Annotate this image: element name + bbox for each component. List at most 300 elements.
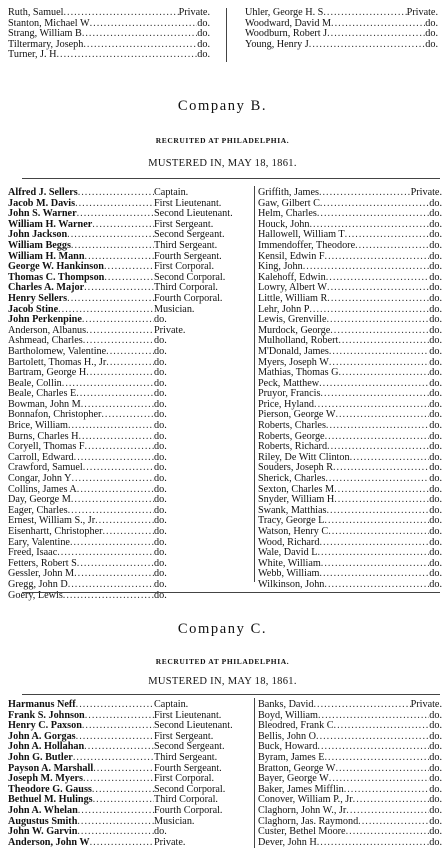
soldier-name: Woodburn, Robert J	[245, 28, 328, 40]
dot-leader	[92, 220, 154, 231]
soldier-rank: do.	[429, 773, 442, 785]
soldier-rank: do.	[429, 741, 442, 753]
soldier-rank: First Sergeant.	[154, 730, 214, 742]
soldier-rank: do.	[154, 377, 167, 389]
soldier-rank: do.	[429, 398, 442, 410]
soldier-name: Sexton, Charles M	[258, 483, 335, 495]
soldier-rank: do.	[429, 826, 442, 838]
dot-leader	[319, 569, 429, 580]
soldier-name: William Beggs	[8, 239, 71, 251]
soldier-name: Ruth, Samuel	[8, 7, 64, 18]
column-divider-top	[226, 8, 227, 62]
soldier-name: Baker, James Mifflin	[258, 783, 344, 795]
soldier-rank: First Corporal.	[154, 261, 214, 273]
soldier-name: Bayer, George W	[258, 773, 329, 785]
soldier-rank: do.	[154, 335, 167, 347]
dot-leader	[68, 421, 154, 432]
soldier-name: Murdock, George	[258, 324, 331, 336]
soldier-rank: do.	[154, 536, 167, 548]
soldier-rank: do.	[429, 345, 442, 357]
soldier-rank: do.	[429, 762, 442, 774]
dot-leader	[330, 326, 429, 337]
soldier-name: Stanton, Michael W	[8, 17, 90, 29]
soldier-rank: Musician.	[154, 303, 195, 315]
soldier-rank: do.	[429, 804, 442, 816]
dot-leader	[309, 40, 425, 51]
soldier-name: John A. Whelan	[8, 804, 78, 816]
dot-leader	[73, 753, 154, 764]
soldier-name: Alfred J. Sellers	[8, 187, 78, 198]
roster-entry	[8, 294, 250, 305]
soldier-rank: do.	[429, 420, 442, 432]
dot-leader	[95, 516, 154, 527]
soldier-rank: do.	[154, 568, 167, 580]
soldier-name: Bowman, John M	[8, 398, 81, 410]
roster-entry	[258, 294, 442, 305]
roster-entry	[8, 241, 250, 252]
soldier-name: Joseph M. Myers	[8, 773, 83, 785]
soldier-name: Eager, Charles	[8, 504, 68, 516]
soldier-rank: do.	[154, 430, 167, 442]
dot-leader	[63, 8, 178, 19]
soldier-rank: do.	[154, 826, 167, 838]
soldier-name: Swank, Matthias	[258, 504, 327, 516]
soldier-rank: do.	[429, 462, 442, 474]
dot-leader	[83, 774, 154, 785]
soldier-name: Houck, John	[258, 218, 310, 230]
soldier-rank: do.	[429, 730, 442, 742]
roster-entry	[258, 838, 442, 849]
soldier-name: Jacob Stine	[8, 303, 59, 315]
soldier-rank: do.	[197, 17, 210, 29]
soldier-name: Boyd, William	[258, 709, 318, 721]
soldier-rank: Private.	[178, 7, 210, 18]
soldier-rank: do.	[429, 271, 442, 283]
dot-leader	[75, 199, 154, 210]
soldier-rank: Fourth Corporal.	[154, 292, 223, 304]
dot-leader	[334, 485, 429, 496]
soldier-name: Claghorn, Jas. Raymond	[258, 815, 359, 827]
dot-leader	[353, 795, 430, 806]
soldier-rank: do.	[154, 356, 167, 368]
soldier-rank: Fourth Sergeant.	[154, 250, 222, 262]
soldier-name: Byram, James E	[258, 751, 325, 763]
dot-leader	[317, 548, 429, 559]
dot-leader	[329, 774, 429, 785]
roster-entry	[8, 700, 250, 711]
soldier-name: Brice, William	[8, 420, 68, 432]
soldier-rank: Private.	[154, 324, 186, 336]
soldier-rank: Second Lieutenant.	[154, 720, 233, 732]
soldier-name: John Perkenpine	[8, 314, 82, 326]
dot-leader	[84, 742, 154, 753]
dot-leader	[331, 19, 425, 30]
soldier-name: Wale, David L	[258, 547, 318, 559]
soldier-name: Bonnafon, Christopher	[8, 409, 102, 421]
dot-leader	[78, 188, 154, 199]
roster-entry	[245, 8, 438, 19]
dot-leader	[70, 538, 154, 549]
soldier-rank: do.	[154, 547, 167, 559]
dot-leader	[317, 742, 429, 753]
soldier-name: John S. Warner	[8, 208, 77, 220]
soldier-rank: Captain.	[154, 699, 189, 710]
roster-entry	[258, 806, 442, 817]
dot-leader	[316, 732, 429, 743]
soldier-rank: do.	[429, 815, 442, 827]
dot-leader	[68, 580, 154, 591]
soldier-name: Helm, Charles	[258, 208, 317, 220]
soldier-name: Turner, J. H	[8, 49, 57, 61]
soldier-rank: Private.	[406, 7, 438, 18]
dot-leader	[327, 283, 429, 294]
soldier-name: Souders, Joseph R	[258, 462, 333, 474]
soldier-name: Beale, Collin	[8, 377, 62, 389]
soldier-rank: do.	[429, 794, 442, 806]
dot-leader	[346, 806, 429, 817]
soldier-rank: do.	[429, 377, 442, 389]
dot-leader	[77, 485, 154, 496]
soldier-rank: do.	[154, 526, 167, 537]
soldier-name: Tiltermary, Joseph	[8, 38, 84, 50]
dot-leader	[83, 40, 197, 51]
soldier-rank: do.	[154, 388, 167, 400]
dot-leader	[86, 326, 154, 337]
soldier-rank: do.	[429, 494, 442, 506]
dot-leader	[71, 495, 154, 506]
top-right-roster	[245, 8, 438, 50]
soldier-name: Kensil, Edwin F	[258, 250, 325, 262]
soldier-rank: First Corporal.	[154, 773, 214, 785]
dot-leader	[338, 336, 429, 347]
roster-entry	[258, 753, 442, 764]
dot-leader	[104, 262, 154, 273]
soldier-rank: do.	[429, 836, 442, 848]
dot-leader	[71, 241, 154, 252]
soldier-rank: do.	[429, 720, 442, 732]
soldier-name: John G. Butler	[8, 751, 73, 763]
roster-entry	[258, 580, 442, 591]
soldier-rank: do.	[154, 314, 167, 326]
soldier-name: King, John	[258, 261, 303, 273]
soldier-name: Lowry, Albert W	[258, 282, 328, 294]
dot-leader	[74, 569, 154, 580]
soldier-rank: do.	[429, 303, 442, 315]
soldier-name: Collins, James A	[8, 483, 77, 495]
soldier-rank: do.	[429, 292, 442, 304]
dot-leader	[317, 209, 429, 220]
soldier-rank: do.	[429, 473, 442, 485]
soldier-rank: do.	[154, 473, 167, 485]
dot-leader	[325, 474, 429, 485]
soldier-name: Henry C. Paxson	[8, 720, 82, 732]
soldier-name: Roberts, George	[258, 430, 325, 442]
dot-leader	[78, 432, 154, 443]
soldier-rank: Musician.	[154, 815, 195, 827]
soldier-rank: do.	[429, 526, 442, 537]
soldier-name: Claghorn, John W., Jr	[258, 804, 347, 816]
soldier-name: John A. Hollahan	[8, 741, 85, 753]
dot-leader	[101, 410, 154, 421]
soldier-rank: do.	[429, 324, 442, 336]
dot-leader	[320, 389, 429, 400]
soldier-name: Coryell, Thomas F	[8, 441, 85, 453]
soldier-name: Young, Henry J	[245, 38, 309, 50]
company-c-heading: Company C.	[177, 621, 268, 637]
dot-leader	[56, 50, 197, 61]
column-divider-b	[254, 186, 255, 582]
roster-entry	[8, 50, 210, 61]
soldier-name: Mulholland, Robert	[258, 335, 339, 347]
soldier-name: Payson A. Marshall	[8, 762, 94, 774]
soldier-rank: do.	[429, 388, 442, 400]
dot-leader	[93, 795, 154, 806]
soldier-rank: First Sergeant.	[154, 218, 214, 230]
soldier-name: Anderson, John W	[8, 836, 90, 848]
soldier-rank: do.	[429, 409, 442, 421]
soldier-name: John A. Gorgas	[8, 730, 76, 742]
dot-leader	[325, 252, 430, 263]
soldier-rank: do.	[154, 589, 167, 601]
soldier-name: Lehr, John P	[258, 303, 310, 315]
roster-entry	[8, 806, 250, 817]
soldier-rank: do.	[154, 462, 167, 474]
soldier-name: Sherick, Charles	[258, 473, 326, 485]
soldier-rank: Fourth Corporal.	[154, 804, 223, 816]
soldier-rank: do.	[429, 356, 442, 368]
dot-leader	[326, 421, 429, 432]
soldier-name: Bleodred, Frank C	[258, 720, 334, 732]
soldier-name: Carroll, Edward	[8, 451, 74, 463]
soldier-name: Gregg, John D	[8, 578, 68, 590]
soldier-rank: do.	[429, 578, 442, 590]
roster-entry	[258, 347, 442, 358]
soldier-rank: do.	[154, 409, 167, 421]
soldier-name: Mathias, Thomas G	[258, 367, 339, 379]
dot-leader	[326, 273, 430, 284]
soldier-name: Custer, Bethel Moore	[258, 826, 346, 838]
soldier-rank: do.	[429, 250, 442, 262]
dot-leader	[309, 305, 429, 316]
soldier-rank: do.	[429, 568, 442, 580]
soldier-name: Bartram, George H	[8, 367, 87, 379]
soldier-rank: Second Sergeant.	[154, 741, 225, 753]
soldier-rank: do.	[197, 38, 210, 50]
dot-leader	[334, 495, 429, 506]
roster-entry	[8, 8, 210, 19]
soldier-rank: do.	[429, 367, 442, 379]
soldier-name: Little, William R	[258, 292, 328, 304]
soldier-rank: do.	[154, 515, 167, 527]
dot-leader	[319, 379, 429, 390]
soldier-rank: Fourth Sergeant.	[154, 762, 222, 774]
dot-leader	[319, 188, 411, 199]
soldier-name: Pruyor, Francis	[258, 388, 321, 400]
dot-leader	[67, 294, 154, 305]
soldier-name: Ernest, William S., Jr	[8, 515, 96, 527]
dot-leader	[77, 559, 154, 570]
dot-leader	[76, 700, 154, 711]
dot-leader	[323, 8, 406, 19]
soldier-rank: do.	[429, 197, 442, 209]
soldier-name: Immendoffer, Theodore	[258, 239, 356, 251]
soldier-name: Eary, Valentine	[8, 536, 70, 548]
dot-leader	[327, 294, 429, 305]
dot-leader	[106, 347, 154, 358]
dot-leader	[338, 368, 429, 379]
soldier-rank: do.	[429, 218, 442, 230]
roster-entry	[8, 753, 250, 764]
dot-leader	[92, 785, 154, 796]
dot-leader	[71, 474, 154, 485]
soldier-name: Peck, Matthew	[258, 377, 320, 389]
soldier-name: Bartholomew, Valentine	[8, 345, 107, 357]
dot-leader	[106, 358, 154, 369]
soldier-name: Harmanus Neff	[8, 699, 76, 710]
dot-leader	[90, 19, 198, 30]
soldier-name: Charles A. Major	[8, 282, 85, 294]
soldier-rank: do.	[154, 494, 167, 506]
soldier-name: Ashmead, Charles	[8, 335, 83, 347]
company-c-mustered: MUSTERED IN, MAY 18, 1861.	[148, 676, 297, 687]
soldier-rank: do.	[429, 261, 442, 273]
dot-leader	[335, 764, 429, 775]
roster-entry	[8, 527, 250, 538]
soldier-name: Strang, William B	[8, 28, 82, 40]
dot-leader	[74, 453, 154, 464]
soldier-rank: do.	[154, 504, 167, 516]
dot-leader	[346, 827, 430, 838]
section-separator	[22, 592, 440, 593]
soldier-rank: do.	[429, 751, 442, 763]
dot-leader	[82, 29, 197, 40]
soldier-rank: Second Corporal.	[154, 271, 226, 283]
soldier-rank: Private.	[410, 699, 442, 710]
soldier-name: Bellis, John O	[258, 730, 317, 742]
soldier-name: Wood, Richard	[258, 536, 320, 548]
soldier-name: Riley, De Witt Clinton	[258, 451, 350, 463]
dot-leader	[319, 538, 429, 549]
soldier-name: White, William	[258, 557, 321, 569]
roster-entry	[258, 527, 442, 538]
soldier-name: George W. Hankinson	[8, 261, 104, 273]
dot-leader	[324, 580, 429, 591]
soldier-name: Fetters, Robert S	[8, 557, 77, 569]
company-b-rule	[22, 178, 440, 179]
soldier-name: Buck, Howard	[258, 741, 318, 753]
dot-leader	[90, 838, 154, 849]
soldier-name: Gessler, John M	[8, 568, 75, 580]
soldier-rank: do.	[429, 709, 442, 721]
soldier-name: Freed, Isaac	[8, 547, 58, 559]
soldier-rank: do.	[429, 557, 442, 569]
soldier-rank: First Lieutenant.	[154, 709, 222, 721]
soldier-name: Beale, Charles E	[8, 388, 77, 400]
dot-leader	[85, 442, 154, 453]
company-b-right-roster	[258, 188, 442, 591]
soldier-rank: Third Corporal.	[154, 794, 218, 806]
soldier-name: John Jackson	[8, 229, 68, 241]
soldier-name: Burns, Charles H	[8, 430, 79, 442]
soldier-rank: do.	[154, 367, 167, 379]
dot-leader	[313, 700, 410, 711]
dot-leader	[335, 410, 429, 421]
soldier-name: John W. Garvin	[8, 826, 78, 838]
dot-leader	[76, 389, 154, 400]
company-b-left-roster	[8, 188, 250, 601]
dot-leader	[329, 347, 429, 358]
soldier-name: Kalehoff, Edwin	[258, 271, 326, 283]
soldier-name: Jacob M. Davis	[8, 197, 76, 209]
soldier-name: Augustus Smith	[8, 815, 78, 827]
soldier-rank: do.	[154, 345, 167, 357]
soldier-rank: Private.	[410, 187, 442, 198]
soldier-rank: do.	[154, 483, 167, 495]
soldier-name: Lewis, Grenville	[258, 314, 327, 326]
soldier-name: Henry Sellers	[8, 292, 68, 304]
dot-leader	[321, 559, 429, 570]
dot-leader	[317, 838, 430, 849]
company-b-heading: Company B.	[177, 98, 268, 114]
soldier-name: Congar, John Y	[8, 473, 72, 485]
dot-leader	[84, 283, 154, 294]
soldier-rank: do.	[429, 451, 442, 463]
soldier-name: Goery, Lewis	[8, 589, 63, 601]
soldier-name: Wilkinson, John	[258, 578, 325, 590]
dot-leader	[358, 817, 429, 828]
company-c-right-roster	[258, 700, 442, 848]
column-divider-c	[254, 698, 255, 848]
soldier-name: Roberts, Charles	[258, 420, 326, 432]
soldier-rank: Third Corporal.	[154, 282, 218, 294]
dot-leader	[78, 806, 154, 817]
soldier-rank: do.	[429, 536, 442, 548]
soldier-rank: do.	[197, 28, 210, 40]
soldier-rank: do.	[429, 208, 442, 220]
dot-leader	[76, 732, 154, 743]
roster-entry	[258, 700, 442, 711]
dot-leader	[325, 753, 430, 764]
soldier-rank: Second Corporal.	[154, 783, 226, 795]
soldier-name: Griffith, James	[258, 187, 319, 198]
soldier-rank: do.	[429, 229, 442, 241]
soldier-name: Gaw, Gilbert C	[258, 197, 320, 209]
dot-leader	[334, 721, 430, 732]
soldier-rank: do.	[154, 420, 167, 432]
company-c-left-roster	[8, 700, 250, 848]
company-b-mustered: MUSTERED IN, MAY 18, 1861.	[148, 158, 297, 169]
roster-entry	[8, 188, 250, 199]
soldier-rank: Private.	[154, 836, 186, 848]
soldier-name: Uhler, George H. S	[245, 7, 324, 18]
soldier-name: Banks, David	[258, 699, 314, 710]
soldier-name: William H. Mann	[8, 250, 85, 262]
soldier-name: Frank S. Johnson	[8, 709, 85, 721]
dot-leader	[82, 721, 154, 732]
dot-leader	[344, 785, 430, 796]
dot-leader	[326, 506, 429, 517]
roster-entry	[8, 838, 250, 849]
soldier-rank: do.	[425, 28, 438, 40]
soldier-name: Myers, Joseph W	[258, 356, 329, 368]
soldier-rank: Third Sergeant.	[154, 239, 218, 251]
soldier-name: Watson, Henry C	[258, 526, 329, 537]
soldier-rank: do.	[154, 578, 167, 590]
roster-entry	[258, 241, 442, 252]
soldier-rank: First Lieutenant.	[154, 197, 222, 209]
dot-leader	[318, 711, 429, 722]
soldier-rank: do.	[429, 783, 442, 795]
